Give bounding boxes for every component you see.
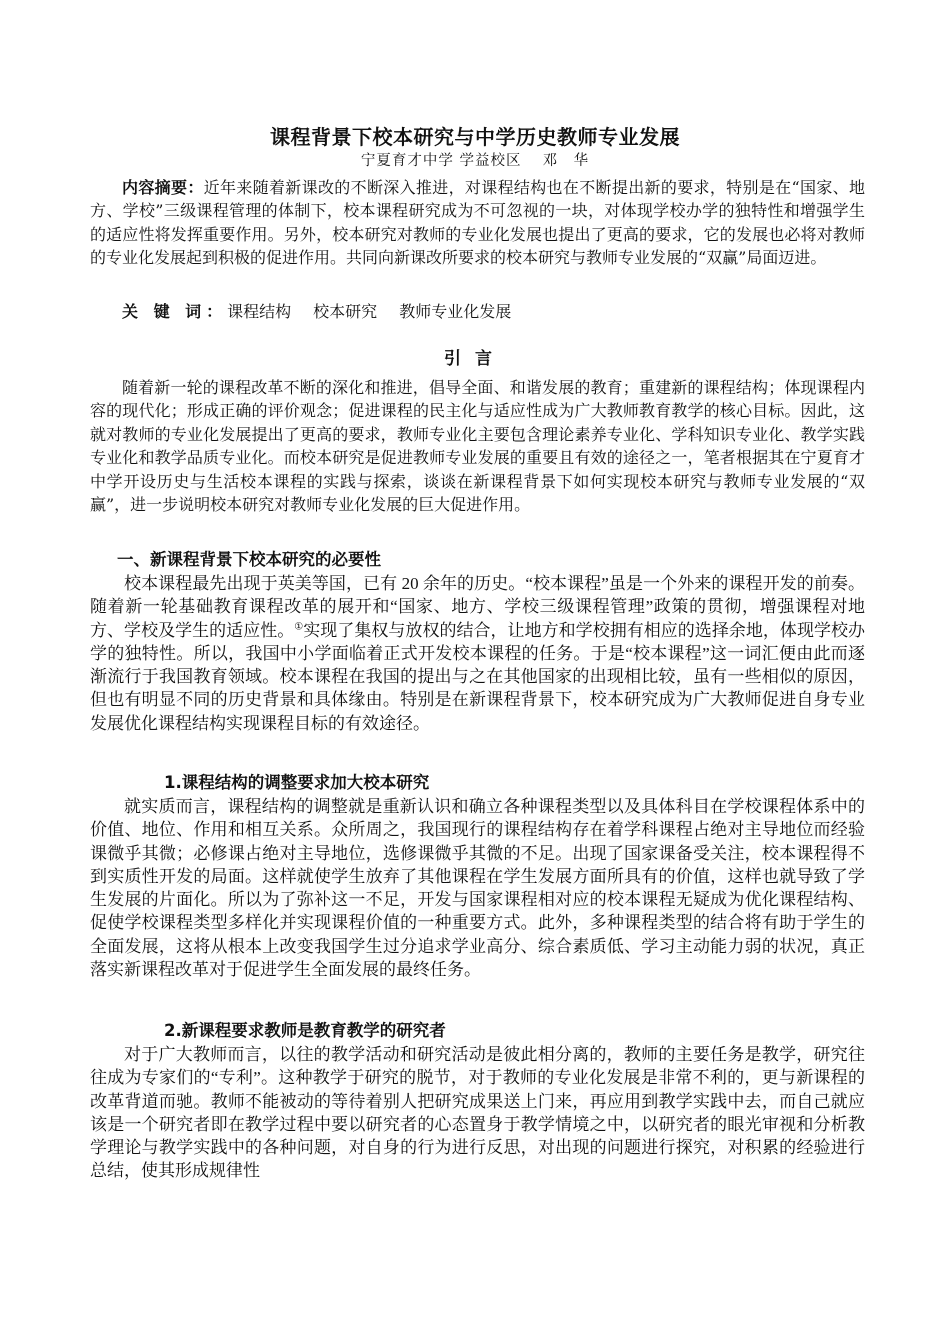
abstract-paragraph xyxy=(90,176,865,270)
intro-heading: 引言 xyxy=(444,349,506,369)
author-line: 宁夏育才中学 学益校区 邓 华 xyxy=(360,153,590,169)
intro-paragraph: 随着新一轮的课程改革不断的深化和推进，倡导全面、和谐发展的教育；重建新的课程结构；体现课程内容的现代化；形成正确的评价观念；促进课程的民主化与适应性成为广大教师教育教学的核心目标。因此，这就对教师的专业化发展提出了更高的要求，教师专业化主要包含理论素养专业化、学科知识专业化、教学实践专业化和教学品质专业化。而校本研究是促进教师专业发展的重要且有效的途径之一，笔者根据其在宁夏育才中学开设历史与生活校本课程的实践与探索，谈谈在新课程背景下如何实现校本研究与教师专业发展的“双赢”，进一步说明校本研究对教师专业化发展的巨大促进作用。 xyxy=(90,378,865,515)
footnote-marker: ① xyxy=(294,620,304,632)
section1-text-a: 校本课程最先出现于英美等国，已有 20 余年的历史。“校本课程”虽是一个外来的课程开发的前奏。随着新一轮基础教育课程改革的展开和“国家、地方、学校三级课程管理”政策的贯彻，增强课程对地方、学校及学生的适应性。 xyxy=(90,574,865,640)
subsection-heading-1: 1.课程结构的调整要求加大校本研究 xyxy=(164,773,430,792)
keywords-line xyxy=(90,300,865,323)
abstract-label: 内容摘要： xyxy=(122,178,204,197)
keyword-item: 课程结构 xyxy=(227,302,292,321)
section1-text-b: 实现了集权与放权的结合，让地方和学校拥有相应的选择余地，体现学校办学的独特性。所以，我国中小学面临着正式开发校本课程的任务。于是“校本课程”这一词汇便由此而逐渐流行于我国教育领域。校本课程在我国的提出与之在其他国家的出现相比较，虽有一些相似的原因，但也有明显不同的历史背景和具体缘由。特别是在新课程背景下，校本研究成为广大教师促进自身专业发展优化课程结构实现课程目标的有效途径。 xyxy=(90,620,866,733)
section-heading: 一、新课程背景下校本研究的必要性 xyxy=(117,550,381,569)
keyword-item: 校本研究 xyxy=(313,302,378,321)
subsection2-paragraph: 对于广大教师而言，以往的教学活动和研究活动是彼此相分离的，教师的主要任务是教学，研究往往成为专家们的“专利”。这种教学于研究的脱节，对于教师的专业化发展是非常不利的，更与新课程的改革背道而驰。教师不能被动的等待着别人把研究成果送上门来，再应用到教学实践中去，而自己就应该是一个研究者即在教学过程中要以研究者的心态置身于教学情境之中，以研究者的眼光审视和分析教学理论与教学实践中的各种问题，对自身的行为进行反思，对出现的问题进行探究，对积累的经验进行总结，使其形成规律性 xyxy=(90,1045,865,1181)
section1-paragraph xyxy=(90,572,865,735)
abstract-text: 近年来随着新课改的不断深入推进，对课程结构也在不断提出新的要求，特别是在“国家、地方、学校”三级课程管理的体制下，校本课程研究成为不可忽视的一块，对体现学校办学的独特性和增强学生的适应性将发挥重要作用。另外，校本研究对教师的专业化发展也提出了更高的要求，它的发展也必将对教师的专业化发展起到积极的促进作用。共同向新课改所要求的校本研究与教师专业发展的“双赢”局面迈进。 xyxy=(90,178,865,268)
subsection-heading-2: 2.新课程要求教师是教育教学的研究者 xyxy=(164,1021,446,1040)
keywords-label: 关 键 词： xyxy=(122,302,228,321)
document-title: 课程背景下校本研究与中学历史教师专业发展 xyxy=(270,125,680,149)
subsection1-paragraph: 就实质而言，课程结构的调整就是重新认识和确立各种课程类型以及具体科目在学校课程体系中的价值、地位、作用和相互关系。众所周之，我国现行的课程结构存在着学科课程占绝对主导地位而经验课微乎其微；必修课占绝对主导地位，选修课微乎其微的不足。出现了国家课备受关注，校本课程得不到实质性开发的局面。这样就使学生放弃了其他课程在学生发展方面所具有的价值，这样也就导致了学生发展的片面化。所以为了弥补这一不足，开发与国家课程相对应的校本课程无疑成为优化课程结构、促使学校课程类型多样化并实现课程价值的一种重要方式。此外，多种课程类型的结合将有助于学生的全面发展，这将从根本上改变我国学生过分追求学业高分、综合素质低、学习主动能力弱的状况，真正落实新课程改革对于促进学生全面发展的最终任务。 xyxy=(90,797,865,980)
keyword-item: 教师专业化发展 xyxy=(399,302,512,321)
